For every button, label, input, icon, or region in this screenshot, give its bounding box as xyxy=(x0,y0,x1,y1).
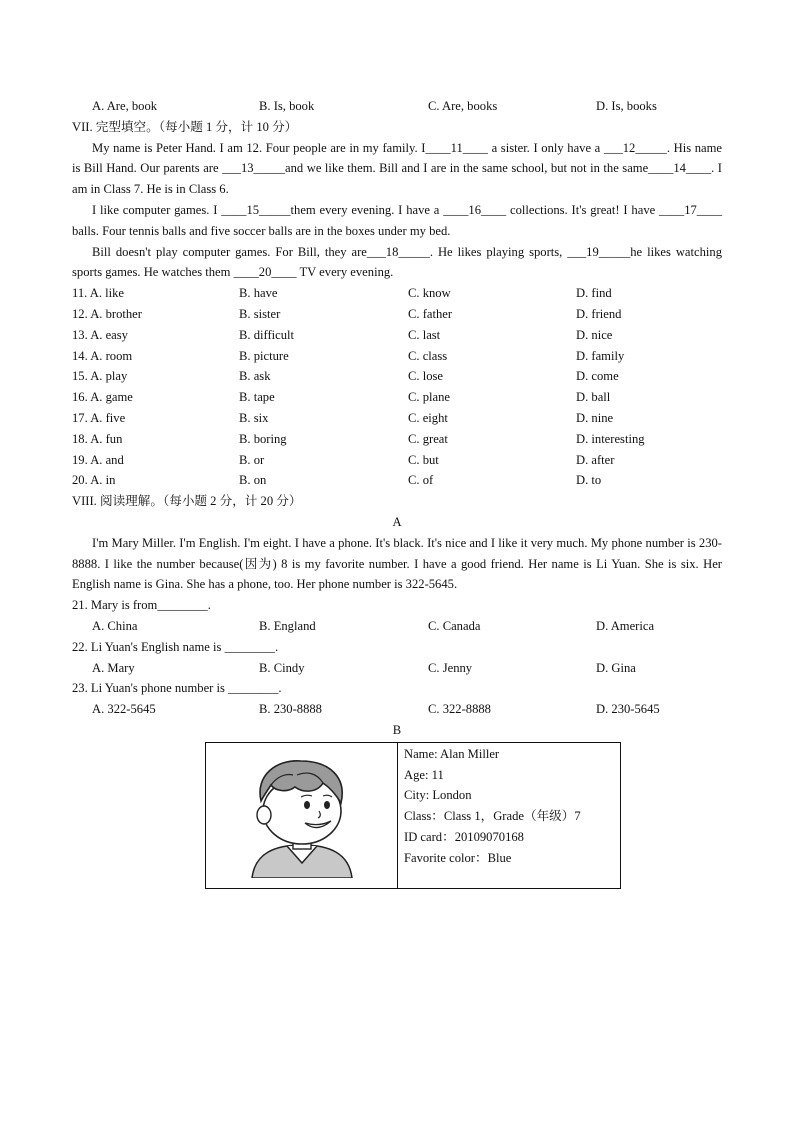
option-b: B. ask xyxy=(239,369,271,384)
option-d: D. America xyxy=(596,618,655,633)
cloze-question-13 xyxy=(72,325,722,346)
cloze-paragraph-2: I like computer games. I ____15_____them every evening. I have a ____16____ collections. It's great! I have ____17____ balls. Four tennis balls and five soccer balls are in the boxes under my bed. xyxy=(72,202,722,238)
option-a: 12. A. brother xyxy=(72,306,142,321)
question-23-options xyxy=(72,699,722,720)
option-d: D. ball xyxy=(576,390,611,405)
student-favorite-color: Favorite color：Blue xyxy=(404,850,512,865)
option-d: D. interesting xyxy=(576,431,645,446)
option-c: C. lose xyxy=(408,369,443,384)
option-b: B. or xyxy=(239,452,265,467)
student-info xyxy=(398,743,581,888)
option-d: D. nice xyxy=(576,327,613,342)
option-a: A. Mary xyxy=(92,660,135,675)
option-d: D. come xyxy=(576,369,619,384)
option-a: 19. A. and xyxy=(72,452,124,467)
option-d: D. nine xyxy=(576,410,614,425)
option-b: B. boring xyxy=(239,431,287,446)
option-b: B. picture xyxy=(239,348,289,363)
option-a: 13. A. easy xyxy=(72,327,128,342)
option-d: D. family xyxy=(576,348,625,363)
student-class: Class：Class 1，Grade（年级）7 xyxy=(404,809,581,824)
option-b: B. six xyxy=(239,410,269,425)
cloze-question-15 xyxy=(72,366,722,387)
option-b: B. sister xyxy=(239,306,281,321)
option-a: 20. A. in xyxy=(72,473,116,488)
option-c: C. Are, books xyxy=(428,99,498,113)
q10-options xyxy=(72,96,722,117)
option-c: C. last xyxy=(408,327,441,342)
option-c: C. but xyxy=(408,452,439,467)
question-22-stem: 22. Li Yuan's English name is ________. xyxy=(72,639,279,654)
option-d: D. friend xyxy=(576,306,622,321)
option-d: D. find xyxy=(576,286,612,301)
option-c: C. of xyxy=(408,473,434,488)
option-b: B. England xyxy=(259,618,316,633)
option-b: B. Is, book xyxy=(259,99,315,113)
cloze-question-20 xyxy=(72,470,722,491)
cloze-question-17 xyxy=(72,408,722,429)
option-a: A. Are, book xyxy=(92,99,158,113)
option-b: B. have xyxy=(239,286,278,301)
option-a: 18. A. fun xyxy=(72,431,123,446)
cloze-paragraph-3: Bill doesn't play computer games. For Bill, they are___18_____. He likes playing sports, ___19_____he likes watching sports games. He watches them ____20____ TV every evening. xyxy=(72,244,722,280)
student-id: ID card：20109070168 xyxy=(404,829,524,844)
cloze-question-18 xyxy=(72,429,722,450)
option-b: B. Cindy xyxy=(259,660,305,675)
exam-page xyxy=(72,96,722,889)
passage-a-text: I'm Mary Miller. I'm English. I'm eight. I have a phone. It's black. It's nice and I like it very much. My phone number is 230-8888. I like the number because(因为) 8 is my favorite number. I have a good friend. Her name is Li Yuan. She is six. Her English name is Gina. She has a phone, too. Her phone number is 322-5645. xyxy=(72,535,722,592)
option-d: D. Is, books xyxy=(596,99,657,113)
cloze-question-14 xyxy=(72,346,722,367)
option-c: C. 322-8888 xyxy=(428,702,491,717)
option-b: B. difficult xyxy=(239,327,295,342)
option-a: A. China xyxy=(92,618,138,633)
option-c: C. great xyxy=(408,431,448,446)
question-21-stem: 21. Mary is from________. xyxy=(72,598,211,613)
cloze-paragraph-1: My name is Peter Hand. I am 12. Four people are in my family. I____11____ a sister. I only have a ___12_____. His name is Bill Hand. Our parents are ___13_____and we like them. Bill and I are in the same school, but not in the same____14____. I am in Class 7. He is in Class 6. xyxy=(72,140,722,197)
student-age: Age: 11 xyxy=(404,767,444,782)
student-city: City: London xyxy=(404,788,472,803)
cloze-options xyxy=(72,283,722,491)
option-c: C. plane xyxy=(408,390,450,405)
question-23-stem: 23. Li Yuan's phone number is ________. xyxy=(72,681,282,696)
cloze-question-11 xyxy=(72,283,722,304)
option-d: D. Gina xyxy=(596,660,636,675)
section7-heading: VII. 完型填空。（每小题 1 分，计 10 分） xyxy=(72,119,298,134)
question-21-options xyxy=(72,616,722,637)
option-c: C. Jenny xyxy=(428,660,473,675)
option-c: C. father xyxy=(408,306,453,321)
option-c: C. class xyxy=(408,348,448,363)
student-portrait xyxy=(206,743,398,888)
option-c: C. eight xyxy=(408,410,448,425)
option-a: 17. A. five xyxy=(72,410,126,425)
option-a: 15. A. play xyxy=(72,369,128,384)
option-a: 11. A. like xyxy=(72,286,125,301)
option-c: C. Canada xyxy=(428,618,481,633)
question-22-options xyxy=(72,658,722,679)
boy-cartoon-icon xyxy=(237,753,367,878)
passage-a-label: A xyxy=(392,514,402,529)
student-id-card xyxy=(205,742,621,889)
cloze-question-19 xyxy=(72,450,722,471)
option-b: B. on xyxy=(239,473,267,488)
option-d: D. 230-5645 xyxy=(596,702,660,717)
section8-heading: VIII. 阅读理解。（每小题 2 分，计 20 分） xyxy=(72,494,302,509)
option-d: D. after xyxy=(576,452,615,467)
option-a: A. 322-5645 xyxy=(92,702,156,717)
option-a: 14. A. room xyxy=(72,348,133,363)
option-a: 16. A. game xyxy=(72,390,133,405)
passage-b-label: B xyxy=(392,722,402,737)
option-d: D. to xyxy=(576,473,602,488)
option-b: B. tape xyxy=(239,390,275,405)
cloze-question-16 xyxy=(72,387,722,408)
cloze-question-12 xyxy=(72,304,722,325)
option-c: C. know xyxy=(408,286,451,301)
option-b: B. 230-8888 xyxy=(259,702,322,717)
student-name: Name: Alan Miller xyxy=(404,746,500,761)
